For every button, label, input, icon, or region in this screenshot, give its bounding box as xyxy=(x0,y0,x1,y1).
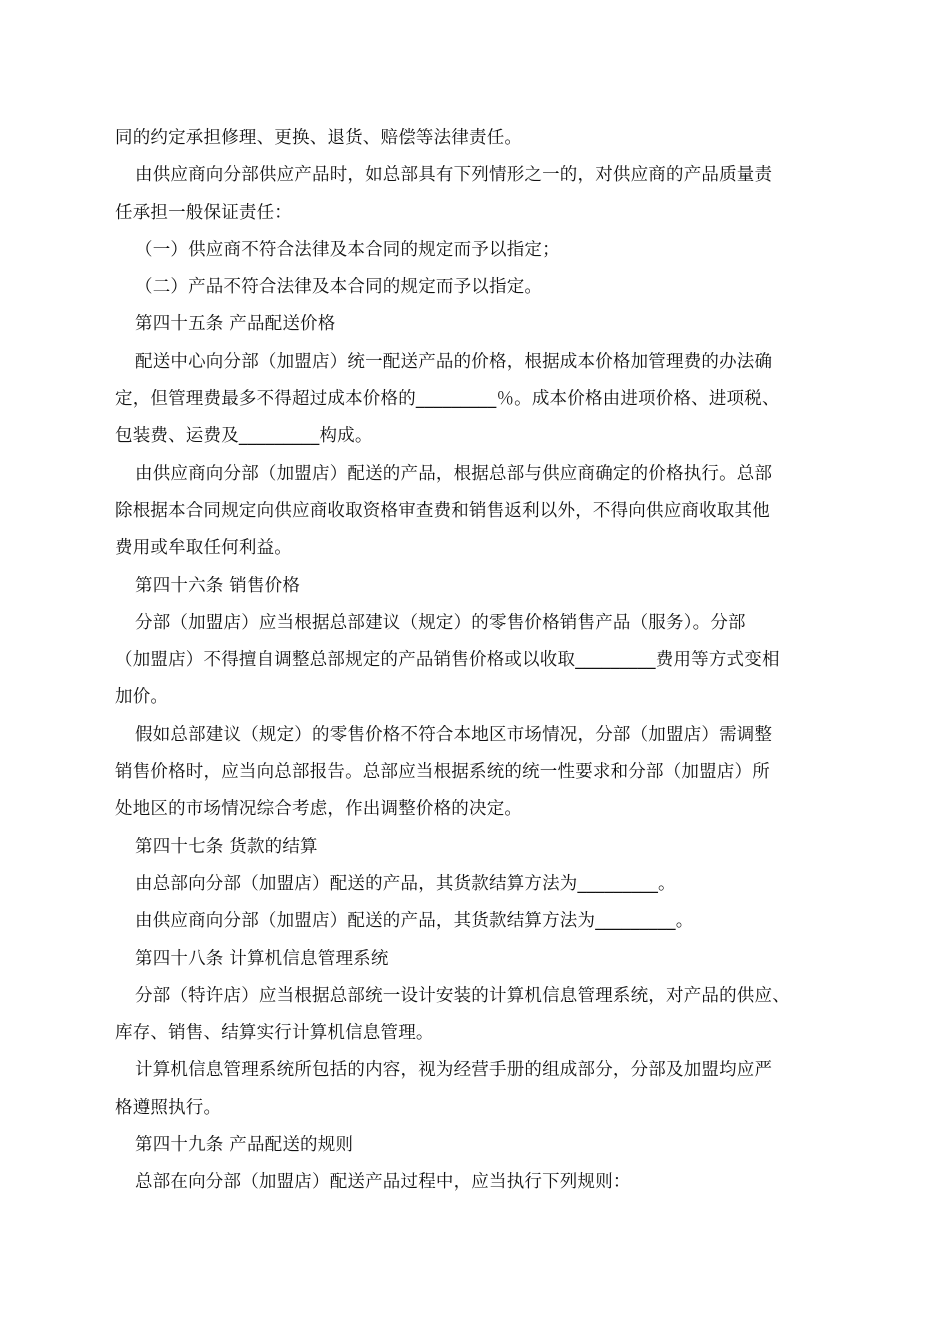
text-line: 计算机信息管理系统所包括的内容，视为经营手册的组成部分，分部及加盟均应严 xyxy=(135,1060,773,1081)
text-line: 由供应商向分部（加盟店）配送的产品，其货款结算方法为_________。 xyxy=(135,911,694,932)
article-heading: 第四十五条 产品配送价格 xyxy=(135,314,336,335)
text-line: 格遵照执行。 xyxy=(115,1097,222,1118)
text-line: 除根据本合同规定向供应商收取资格审查费和销售返利以外，不得向供应商收取其他 xyxy=(115,500,770,521)
text-line: 加价。 xyxy=(115,687,169,708)
text-line: 定，但管理费最多不得超过成本价格的_________％。成本价格由进项价格、进项税、 xyxy=(115,389,780,410)
article-heading: 第四十七条 货款的结算 xyxy=(135,836,318,857)
article-heading: 第四十八条 计算机信息管理系统 xyxy=(135,948,389,969)
text-line: 配送中心向分部（加盟店）统一配送产品的价格，根据成本价格加管理费的办法确 xyxy=(135,351,773,372)
text-line: 处地区的市场情况综合考虑，作出调整价格的决定。 xyxy=(115,799,523,820)
text-line: 销售价格时，应当向总部报告。总部应当根据系统的统一性要求和分部（加盟店）所 xyxy=(115,762,770,783)
text-line: 总部在向分部（加盟店）配送产品过程中，应当执行下列规则： xyxy=(135,1172,631,1193)
text-line: （二）产品不符合法律及本合同的规定而予以指定。 xyxy=(135,277,543,298)
document-body xyxy=(115,120,835,1202)
text-line: 假如总部建议（规定）的零售价格不符合本地区市场情况，分部（加盟店）需调整 xyxy=(135,724,773,745)
text-line: 由供应商向分部（加盟店）配送的产品，根据总部与供应商确定的价格执行。总部 xyxy=(135,463,773,484)
article-heading: 第四十九条 产品配送的规则 xyxy=(135,1135,354,1156)
text-line: 包装费、运费及_________构成。 xyxy=(115,426,373,447)
text-line: 费用或牟取任何利益。 xyxy=(115,538,292,559)
text-line: （一）供应商不符合法律及本合同的规定而予以指定； xyxy=(135,239,560,260)
text-line: 分部（特许店）应当根据总部统一设计安装的计算机信息管理系统，对产品的供应、 xyxy=(135,985,790,1006)
article-heading: 第四十六条 销售价格 xyxy=(135,575,301,596)
text-line: 任承担一般保证责任： xyxy=(115,202,292,223)
text-line: 由供应商向分部供应产品时，如总部具有下列情形之一的，对供应商的产品质量责 xyxy=(135,165,773,186)
text-line: 同的约定承担修理、更换、退货、赔偿等法律责任。 xyxy=(115,128,523,148)
text-line: 分部（加盟店）应当根据总部建议（规定）的零售价格销售产品（服务）。分部 xyxy=(135,612,746,633)
text-line: 由总部向分部（加盟店）配送的产品，其货款结算方法为_________。 xyxy=(135,873,676,894)
text-line: 库存、销售、结算实行计算机信息管理。 xyxy=(115,1023,434,1044)
text-line: （加盟店）不得擅自调整总部规定的产品销售价格或以收取_________费用等方式变相 xyxy=(115,650,780,671)
